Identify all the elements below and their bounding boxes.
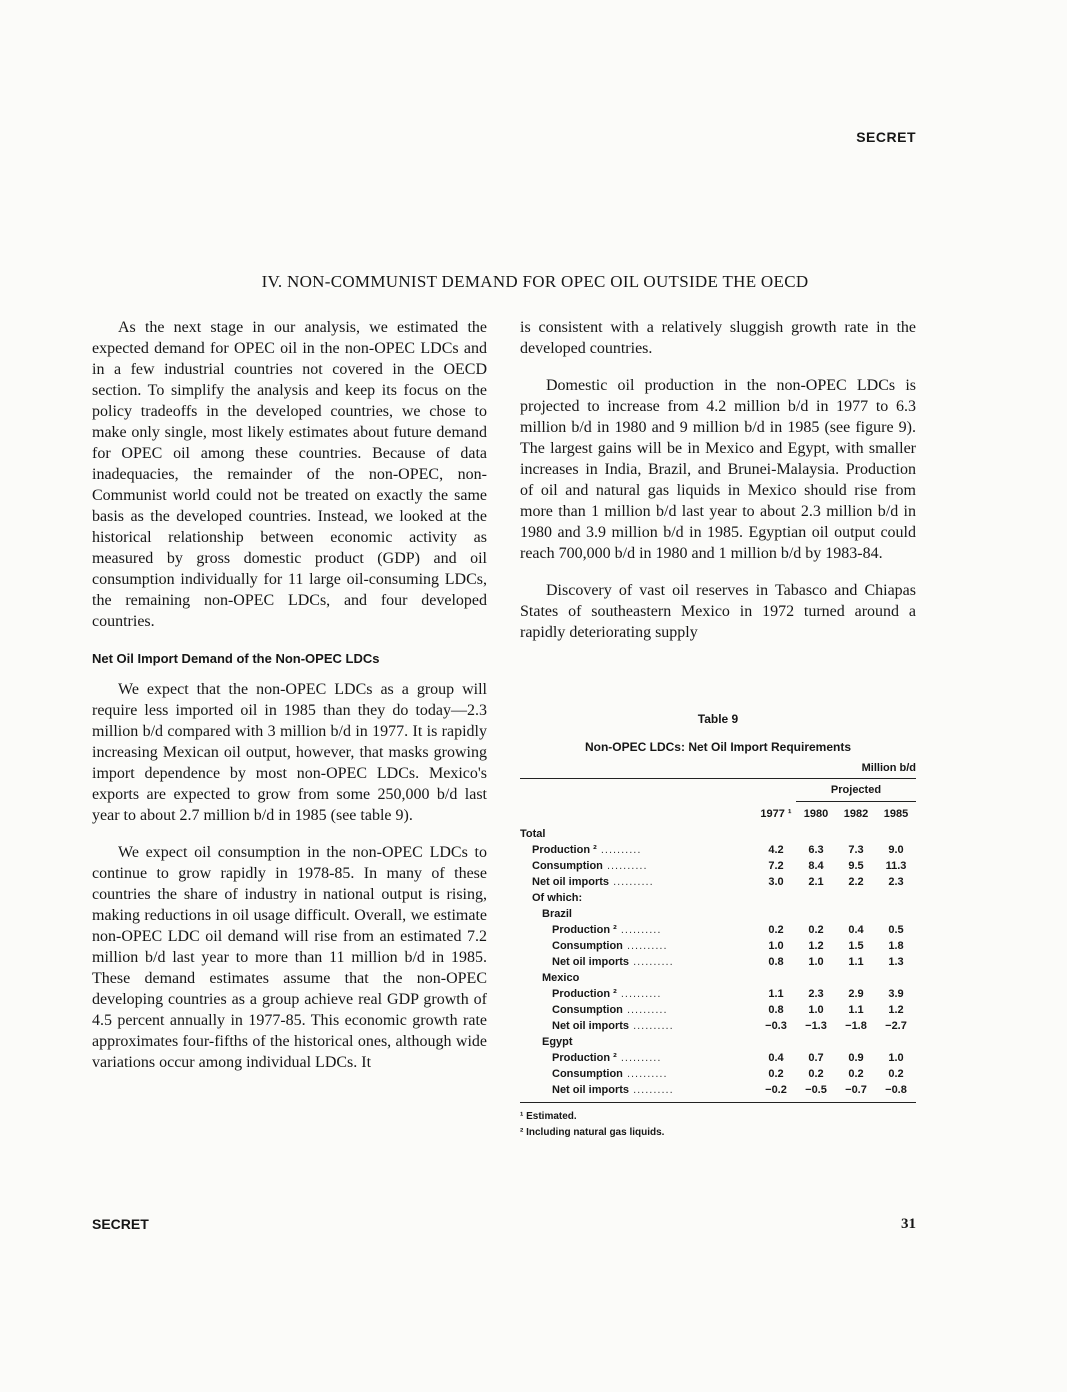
table-cell: −0.8 <box>885 1084 907 1096</box>
table-cell: −1.8 <box>845 1020 867 1032</box>
table-cell: 1.5 <box>848 940 864 952</box>
table-cell: 0.8 <box>768 1004 784 1016</box>
leader-dots: .......... <box>616 924 662 936</box>
row-label-text: Mexico <box>542 972 580 984</box>
paragraph: is consistent with a relatively sluggish growth rate in the developed countries. <box>520 319 916 357</box>
table-row <box>520 954 916 970</box>
row-label <box>520 874 756 890</box>
row-label <box>520 922 756 938</box>
row-label-text: Net oil imports <box>552 956 630 968</box>
table-cell: −1.3 <box>805 1020 827 1032</box>
row-label <box>520 906 756 922</box>
row-label <box>520 858 756 874</box>
column-header: 1985 <box>883 808 909 820</box>
row-label-text: Consumption <box>552 1068 623 1080</box>
table-row <box>520 938 916 954</box>
column-header: 1977 ¹ <box>760 807 792 820</box>
table-row <box>520 826 916 842</box>
table-cell <box>836 890 876 906</box>
table-cell <box>836 906 876 922</box>
leader-dots: .......... <box>629 956 674 968</box>
table-cell <box>796 970 836 986</box>
row-label-text: Net oil imports <box>532 876 610 888</box>
table-units: Million b/d <box>861 762 916 774</box>
row-label <box>520 1082 756 1098</box>
table-cell: −0.5 <box>805 1084 827 1096</box>
paragraph: Domestic oil production in the non-OPEC LDCs is projected to increase from 4.2 million b/d in 1977 to 6.3 million b/d in 1980 and 9 million b/d in 1985 (see figure 9). The largest gains will be in Mexico and Egypt, with smaller increases in India, Brazil, and Brunei-Malaysia. Production of oil and natural gas liquids in Mexico should rise from more than 1 million b/d last year to about 2.3 million b/d in 1980 and 3.9 million b/d in 1985. Egyptian oil output could reach 700,000 b/d in 1980 and 1 million b/d by 1983-84. <box>520 377 916 562</box>
table-cell: 11.3 <box>885 860 907 872</box>
leader-dots: .......... <box>622 1004 668 1016</box>
row-label-text: Production ² <box>532 844 597 856</box>
table-cell: 0.9 <box>848 1052 864 1064</box>
table-cell: 1.1 <box>848 1004 864 1016</box>
row-label-text: Of which: <box>532 892 583 904</box>
left-column <box>92 317 487 1089</box>
classification-header: SECRET <box>856 129 916 145</box>
footnote: ² Including natural gas liquids. <box>520 1127 665 1138</box>
table-cell: 2.3 <box>888 876 904 888</box>
table-cell: 9.5 <box>848 860 864 872</box>
row-label <box>520 938 756 954</box>
table-cell: 2.9 <box>848 988 864 1000</box>
table-row <box>520 922 916 938</box>
row-label-text: Total <box>520 828 546 840</box>
table-cell: 9.0 <box>888 844 904 856</box>
row-label <box>520 954 756 970</box>
table-cell: 1.0 <box>888 1052 904 1064</box>
table-cell <box>756 970 796 986</box>
row-label <box>520 890 756 906</box>
table-cell: 0.4 <box>848 924 864 936</box>
table-cell: 1.0 <box>808 1004 824 1016</box>
table-cell: 0.2 <box>768 1068 784 1080</box>
table-cell <box>836 1034 876 1050</box>
table-cell <box>796 826 836 842</box>
table-cell <box>876 970 916 986</box>
leader-dots: .......... <box>629 1020 674 1032</box>
table-cell: 3.9 <box>888 988 904 1000</box>
table-cell: 1.1 <box>848 956 864 968</box>
table-cell: 1.8 <box>888 940 904 952</box>
row-label-text: Consumption <box>552 940 623 952</box>
table-cell: 0.7 <box>808 1052 824 1064</box>
table-cell <box>756 826 796 842</box>
table-cell <box>876 1034 916 1050</box>
table-cell: −2.7 <box>885 1020 907 1032</box>
column-header: 1980 <box>803 808 829 820</box>
row-label <box>520 1034 756 1050</box>
leader-dots: .......... <box>616 1052 662 1064</box>
column-header: 1982 <box>843 808 869 820</box>
table-cell: 4.2 <box>768 844 784 856</box>
table-row <box>520 1082 916 1098</box>
row-label-text: Egypt <box>542 1036 573 1048</box>
table-row <box>520 842 916 858</box>
table-cell <box>876 906 916 922</box>
table-row <box>520 1050 916 1066</box>
table-cell: 0.2 <box>768 924 784 936</box>
table-cell: 0.2 <box>848 1068 864 1080</box>
table-cell: −0.3 <box>765 1020 787 1032</box>
table-cell: −0.2 <box>765 1084 787 1096</box>
row-label-text: Net oil imports <box>552 1084 630 1096</box>
table-row <box>520 858 916 874</box>
table-cell: 0.2 <box>888 1068 904 1080</box>
table-cell: 1.1 <box>768 988 784 1000</box>
row-label-text: Production ² <box>552 1052 617 1064</box>
row-label <box>520 1066 756 1082</box>
row-label <box>520 1050 756 1066</box>
table-cell: −0.7 <box>845 1084 867 1096</box>
row-label-text: Production ² <box>552 924 617 936</box>
table-cell <box>756 890 796 906</box>
data-table <box>520 779 916 1098</box>
table-header-row <box>520 802 916 827</box>
table-row <box>520 1034 916 1050</box>
table-cell: 1.2 <box>888 1004 904 1016</box>
table-cell: 0.5 <box>888 924 904 936</box>
row-label-text: Consumption <box>552 1004 623 1016</box>
right-column <box>520 317 916 659</box>
subheading: Net Oil Import Demand of the Non-OPEC LDCs <box>92 651 380 666</box>
table-cell <box>796 890 836 906</box>
paragraph: Discovery of vast oil reserves in Tabasco and Chiapas States of southeastern Mexico in 1972 turned around a rapidly deteriorating supply <box>520 582 916 641</box>
table-cell: 1.0 <box>808 956 824 968</box>
table-cell: 7.3 <box>848 844 864 856</box>
table-cell: 0.2 <box>808 1068 824 1080</box>
table-row <box>520 1066 916 1082</box>
table-cell <box>876 826 916 842</box>
row-label <box>520 826 756 842</box>
table-cell: 0.2 <box>808 924 824 936</box>
leader-dots: .......... <box>609 876 654 888</box>
table-cell <box>796 1034 836 1050</box>
table-9 <box>520 712 916 1141</box>
row-label-text: Production ² <box>552 988 617 1000</box>
row-label <box>520 970 756 986</box>
leader-dots: .......... <box>602 860 648 872</box>
paragraph: We expect that the non-OPEC LDCs as a group will require less imported oil in 1985 than they do today—2.3 million b/d compared with 3 million b/d in 1977. It is rapidly increasing Mexican oil output, however, that masks growing import dependence by most non-OPEC LDCs. Mexico's exports are expected to grow from some 250,000 b/d last year to about 2.7 million b/d in 1985 (see table 9). <box>92 681 487 824</box>
table-cell: 0.8 <box>768 956 784 968</box>
leader-dots: .......... <box>622 1068 668 1080</box>
row-label-text: Brazil <box>542 908 572 920</box>
row-label <box>520 986 756 1002</box>
table-cell: 2.2 <box>848 876 864 888</box>
table-row <box>520 874 916 890</box>
paragraph: We expect oil consumption in the non-OPEC LDCs to continue to grow rapidly in 1978-85. In many of these countries the share of industry in national output is rising, making reductions in oil usage difficult. Overall, we estimate non-OPEC LDC oil demand will rise from an estimated 7.2 million b/d last year to more than 11 million b/d in 1985. These demand estimates assume that the non-OPEC developing countries as a group achieve real GDP growth of 4.5 percent annually in 1977-85. This economic growth rate approximates four-fifths of the historical ones, although wide variations occur among individual LDCs. It <box>92 844 487 1071</box>
paragraph: As the next stage in our analysis, we estimated the expected demand for OPEC oil in the non-OPEC LDCs and in a few industrial countries not covered in the OECD section. To simplify the analysis and keep its focus on the policy tradeoffs in the developed countries, we chose to make only single, most likely estimates about future demand for OPEC oil among these countries. Because of data inadequacies, the remainder of the non-OPEC, non-Communist world could not be treated on exactly the same basis as the developed countries. Instead, we looked at the historical relationship between economic activity as measured by gross domestic product (GDP) and oil consumption individually for 11 large oil-consuming LDCs, the remaining non-OPEC LDCs, and four developed countries. <box>92 319 487 630</box>
table-header-row <box>520 779 916 802</box>
table-title: Non-OPEC LDCs: Net Oil Import Requirements <box>584 740 852 754</box>
table-row <box>520 906 916 922</box>
row-label <box>520 1018 756 1034</box>
table-cell: 7.2 <box>768 860 784 872</box>
table-cell <box>876 890 916 906</box>
table-cell: 1.0 <box>768 940 784 952</box>
leader-dots: .......... <box>622 940 668 952</box>
row-label-text: Consumption <box>532 860 603 872</box>
row-label <box>520 842 756 858</box>
table-cell <box>836 826 876 842</box>
row-label <box>520 1002 756 1018</box>
table-cell: 1.2 <box>808 940 824 952</box>
footnote: ¹ Estimated. <box>520 1102 916 1125</box>
table-row <box>520 1002 916 1018</box>
table-cell: 0.4 <box>768 1052 784 1064</box>
table-row <box>520 890 916 906</box>
table-cell <box>836 970 876 986</box>
page-number: 31 <box>901 1216 916 1232</box>
projected-header: Projected <box>796 779 916 802</box>
table-cell <box>796 906 836 922</box>
table-cell <box>756 906 796 922</box>
table-cell: 2.1 <box>808 876 824 888</box>
table-cell: 3.0 <box>768 876 784 888</box>
leader-dots: .......... <box>616 988 662 1000</box>
table-cell: 8.4 <box>808 860 824 872</box>
classification-footer: SECRET <box>92 1216 149 1232</box>
table-cell: 2.3 <box>808 988 824 1000</box>
leader-dots: .......... <box>596 844 642 856</box>
table-row <box>520 970 916 986</box>
row-label-text: Net oil imports <box>552 1020 630 1032</box>
table-label: Table 9 <box>697 712 739 726</box>
section-heading: IV. NON-COMMUNIST DEMAND FOR OPEC OIL OUTSIDE THE OECD <box>261 272 809 291</box>
table-row <box>520 1018 916 1034</box>
table-cell <box>756 1034 796 1050</box>
table-cell: 6.3 <box>808 844 824 856</box>
table-cell: 1.3 <box>888 956 904 968</box>
leader-dots: .......... <box>629 1084 674 1096</box>
table-row <box>520 986 916 1002</box>
